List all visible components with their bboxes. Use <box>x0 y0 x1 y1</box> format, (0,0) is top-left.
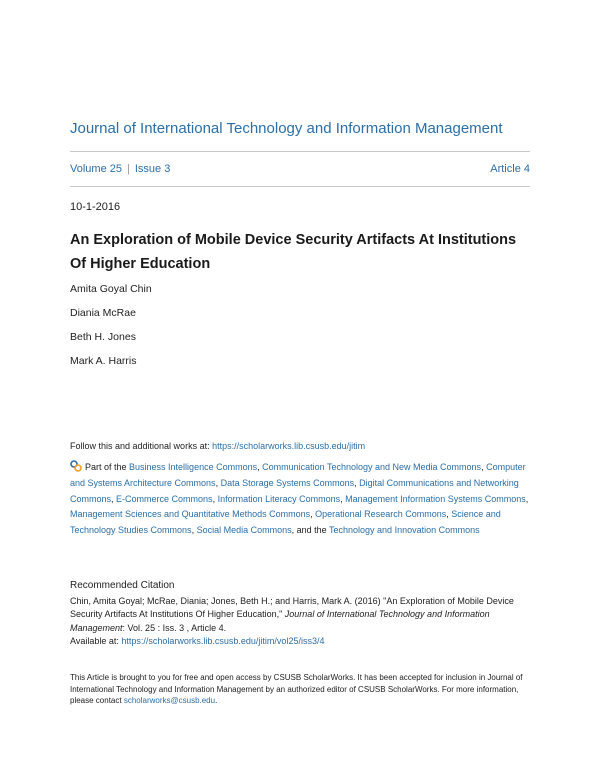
citation-text <box>70 595 530 649</box>
paper-title: An Exploration of Mobile Device Security Artifacts At Institutions Of Higher Education <box>70 232 517 272</box>
commons-link[interactable]: Management Sciences and Quantitative Methods Commons <box>70 509 311 520</box>
commons-link[interactable]: Digital Communications and Networking Commons <box>70 477 519 504</box>
citation-volume: : Vol. 25 : Iss. 3 , Article 4. <box>122 622 227 633</box>
author-name[interactable]: Beth H. Jones <box>70 331 136 343</box>
article-link[interactable]: Article 4 <box>490 163 530 175</box>
top-divider <box>70 151 530 152</box>
issue-link[interactable]: Issue 3 <box>134 163 171 175</box>
follow-line <box>70 441 365 451</box>
volume-link[interactable]: Volume 25 <box>70 163 122 175</box>
bottom-divider <box>70 186 530 187</box>
commons-link[interactable]: Information Literacy Commons <box>217 493 341 504</box>
citation-line: Chin, Amita Goyal; McRae, Diania; Jones, Beth H.; and Harris, Mark A. (2016) "An Exploration of Mobile Device Security Artifacts At Institutions Of Higher Education," <box>70 596 514 620</box>
commons-link[interactable]: Technology and Innovation Commons <box>329 525 480 536</box>
footer-text: This Article is brought to you for free and open access by CSUSB ScholarWorks. It has been accepted for inclusion in Journal of International Technology and Information Management by an authorized editor of CSUSB ScholarWorks. For more information, please contact <box>70 673 523 706</box>
commons-link[interactable]: Data Storage Systems Commons <box>220 477 355 488</box>
commons-network-icon <box>70 460 82 472</box>
commons-link[interactable]: Operational Research Commons <box>315 509 447 520</box>
commons-and: and the <box>296 525 330 536</box>
follow-url-link[interactable]: https://scholarworks.lib.csusb.edu/jitim <box>212 441 366 451</box>
footer-note <box>70 672 530 707</box>
recommended-citation-heading: Recommended Citation <box>70 580 175 591</box>
contact-email-link[interactable]: scholarworks@csusb.edu <box>123 696 216 706</box>
journal-title-link[interactable]: Journal of International Technology and Information Management <box>70 120 503 137</box>
available-prefix: Available at: <box>70 636 122 647</box>
follow-prefix: Follow this and additional works at: <box>70 441 213 451</box>
citation-journal: Journal of International Technology and Information Management <box>70 609 490 633</box>
commons-link[interactable]: Social Media Commons <box>196 525 292 536</box>
citation-url-link[interactable]: https://scholarworks.lib.csusb.edu/jitim/vol25/iss3/4 <box>121 636 325 647</box>
commons-list: Part of the Business Intelligence Commons, Communication Technology and New Media Commons, Computer and Systems Architecture Commons, Data Storage Systems Commons, Digital Communications and Networking Commons, E-Commerce Commons, Information Literacy Commons, Management Information Systems Commons, Management Sciences and Quantitative Methods Commons, Operational Research Commons, Science and Technology Studies Commons, Social Media Commons, and the Technology and Innovation Commons <box>70 462 529 536</box>
publication-date: 10-1-2016 <box>70 201 121 213</box>
commons-link[interactable]: Business Intelligence Commons <box>129 462 258 472</box>
commons-link[interactable]: Science and Technology Studies Commons <box>70 509 501 536</box>
commons-link[interactable]: Computer and Systems Architecture Commons <box>70 462 526 488</box>
footer-end: . <box>215 696 218 706</box>
commons-link[interactable]: Communication Technology and New Media Commons <box>262 462 482 472</box>
commons-link[interactable]: E-Commerce Commons <box>116 493 213 504</box>
author-name[interactable]: Mark A. Harris <box>70 355 137 367</box>
author-name[interactable]: Amita Goyal Chin <box>70 283 152 295</box>
commons-prefix: Part of the <box>85 462 130 472</box>
issue-row <box>70 163 530 175</box>
issue-separator: | <box>126 163 130 175</box>
author-name[interactable]: Diania McRae <box>70 307 136 319</box>
commons-link[interactable]: Management Information Systems Commons <box>345 493 526 504</box>
